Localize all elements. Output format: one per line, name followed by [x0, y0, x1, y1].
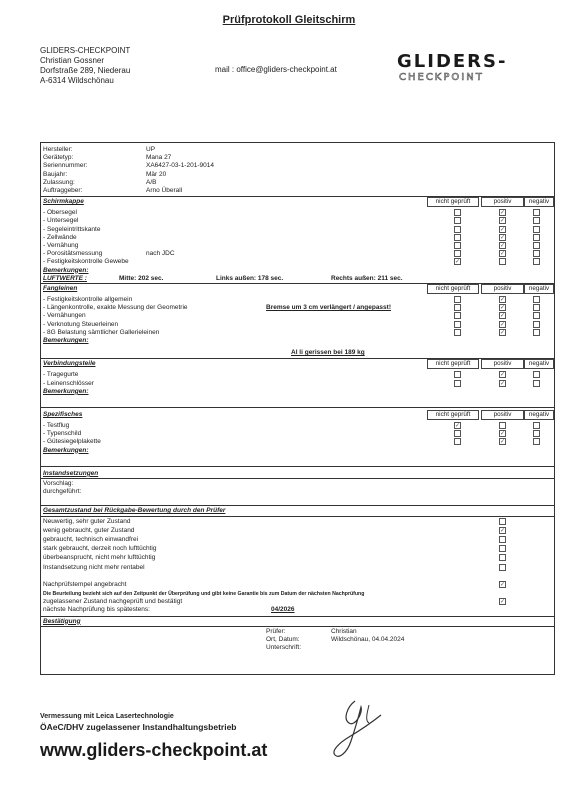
- column-header-negative: negativ: [524, 410, 554, 420]
- form-row: [41, 605, 554, 615]
- checkbox-negative: [533, 371, 540, 378]
- condition-checkbox: [499, 545, 506, 552]
- column-header-not-checked: nicht geprüft: [427, 359, 479, 369]
- company-address: [40, 46, 130, 86]
- condition-checkbox: [499, 554, 506, 561]
- item-label: - Vernähungen: [43, 312, 86, 320]
- contact-name: Christian Gossner: [40, 56, 105, 65]
- form-row: [41, 387, 554, 397]
- checkbox-positive: [499, 258, 506, 265]
- checkbox-not-checked: [454, 329, 461, 336]
- checkbox-negative: [533, 217, 540, 224]
- info-value: UP: [146, 146, 156, 153]
- item-label: - Festigkeitskontrolle allgemein: [43, 296, 133, 303]
- column-header-negative: negativ: [524, 359, 554, 369]
- checkbox-negative: [533, 209, 540, 216]
- checkbox-positive: ✓: [500, 439, 506, 446]
- item-label: - Testflug: [43, 422, 70, 429]
- approval-checkbox: ✓: [500, 599, 506, 606]
- item-label: - Porositätsmessung: [43, 250, 103, 258]
- condition-checkbox: [499, 536, 506, 543]
- checkbox-not-checked: ✓: [455, 259, 461, 266]
- column-header-positive: positiv: [481, 197, 524, 207]
- checkbox-negative: [533, 430, 540, 437]
- form-row: [41, 563, 554, 573]
- logo-text-bottom: CHECKPOINT: [399, 72, 484, 83]
- company-logo: [397, 52, 547, 84]
- footer-line-approved: ÖAeC/DHV zugelassener Instandhaltungsbetrieb: [40, 722, 237, 732]
- repair-proposal-label: Vorschlag:: [43, 480, 74, 487]
- item-label: - Obersegel: [43, 209, 77, 217]
- luftwerte-mitte: Mitte: 202 sec.: [119, 274, 164, 282]
- item-label: - 8G Belastung sämtlicher Gallerieleinen: [43, 328, 160, 336]
- info-label: Hersteller:: [43, 146, 73, 153]
- remarks-label: Bemerkungen:: [43, 337, 89, 344]
- checkbox-not-checked: [454, 209, 461, 216]
- item-label: - Zellwände: [43, 233, 77, 241]
- company-name: GLIDERS-CHECKPOINT: [40, 46, 131, 55]
- repair-done-label: durchgeführt:: [43, 488, 82, 496]
- checkbox-not-checked: [454, 321, 461, 328]
- inspection-form: [40, 142, 555, 675]
- checkbox-positive: ✓: [500, 226, 506, 233]
- checkbox-positive: ✓: [500, 243, 506, 249]
- checkbox-not-checked: [454, 242, 461, 249]
- confirm-pruefer-label: Prüfer:: [266, 627, 286, 635]
- disclaimer: Die Beurteilung bezieht sich auf den Zeitpunkt der Überprüfung und gibt keine Garantie bis zum Datum der nächsten Nachprüfung: [43, 591, 365, 597]
- form-row: [41, 446, 554, 456]
- document-title: Prüfprotokoll Gleitschirm: [222, 14, 356, 26]
- remarks-label: Bemerkungen:: [43, 387, 89, 395]
- condition-checkbox: [499, 518, 506, 525]
- checkbox-positive: ✓: [500, 251, 506, 258]
- footer-certification: [40, 712, 236, 732]
- item-label: - Typenschild: [43, 430, 82, 438]
- checkbox-positive: ✓: [500, 218, 506, 225]
- form-row: [41, 487, 554, 497]
- checkbox-not-checked: [454, 250, 461, 257]
- note-brake: Bremse um 3 cm verlängert / angepasst!: [266, 304, 391, 312]
- checkbox-negative: [533, 250, 540, 257]
- form-row: [41, 186, 554, 196]
- column-header-not-checked: nicht geprüft: [427, 197, 479, 207]
- item-label: - Untersegel: [43, 217, 79, 225]
- item-label: - Verknotung Steuerleinen: [43, 320, 119, 328]
- checkbox-positive: ✓: [500, 305, 506, 312]
- street: Dorfstraße 289, Niederau: [40, 66, 131, 75]
- checkbox-not-checked: [454, 312, 461, 319]
- item-extra: nach JDC: [146, 250, 175, 258]
- condition-label: Instandsetzung nicht mehr rentabel: [43, 563, 145, 571]
- checkbox-positive: [499, 422, 506, 429]
- info-label: Auftraggeber:: [43, 187, 83, 194]
- info-value: Arno Überall: [146, 187, 183, 194]
- checkbox-negative: [533, 258, 540, 265]
- form-row: [41, 643, 554, 653]
- confirm-pruefer-value: Christian: [331, 627, 357, 635]
- footer-line-laser: Vermessung mit Leica Lasertechnologie: [40, 713, 174, 720]
- condition-label: wenig gebraucht, guter Zustand: [43, 526, 135, 534]
- item-label: - Längenkontrolle, exakte Messung der Geometrie: [43, 304, 188, 312]
- checkbox-positive: ✓: [500, 380, 506, 387]
- inspection-stamp-checkbox: ✓: [500, 581, 506, 588]
- checkbox-positive: ✓: [500, 297, 506, 303]
- checkbox-not-checked: [454, 371, 461, 378]
- info-label: Seriennummer:: [43, 162, 88, 170]
- form-row: [41, 336, 554, 346]
- item-label: - Gütesiegelplakette: [43, 438, 101, 446]
- section-title-fangleinen: Fangleinen: [43, 285, 78, 292]
- info-label: Baujahr:: [43, 170, 68, 178]
- checkbox-negative: [533, 296, 540, 303]
- column-header-positive: positiv: [481, 410, 524, 420]
- next-inspection-label: nächste Nachprüfung bis spätestens:: [43, 606, 150, 614]
- luftwerte-rechts: Rechts außen: 211 sec.: [331, 274, 403, 282]
- footer-website: www.gliders-checkpoint.at: [40, 740, 268, 760]
- condition-checkbox: ✓: [500, 527, 506, 534]
- checkbox-negative: [533, 380, 540, 387]
- checkbox-negative: [533, 312, 540, 319]
- checkbox-positive: ✓: [500, 329, 506, 336]
- section-title-verbindungsteile: Verbindungsteile: [43, 360, 96, 368]
- checkbox-positive: ✓: [500, 313, 506, 320]
- confirm-unterschrift-label: Unterschrift:: [266, 644, 302, 652]
- form-row: [41, 348, 554, 358]
- checkbox-not-checked: ✓: [455, 423, 461, 429]
- condition-label: überbeansprucht, nicht mehr lufttüchtig: [43, 554, 156, 562]
- info-value: XA6427-03-1-201-9014: [146, 162, 214, 170]
- checkbox-negative: [533, 242, 540, 249]
- section-title-gesamtzustand: Gesamtzustand bei Rückgabe-Bewertung durch den Prüfer: [43, 507, 226, 515]
- signature-icon: [325, 693, 395, 763]
- condition-label: stark gebraucht, derzeit noch lufttüchtig: [43, 545, 157, 553]
- checkbox-not-checked: [454, 438, 461, 445]
- inspection-stamp-label: Nachprüfstempel angebracht: [43, 580, 127, 588]
- item-label: - Segeleintrittskante: [43, 225, 101, 233]
- info-value: Mär 20: [146, 170, 167, 178]
- divider: [41, 407, 554, 408]
- checkbox-not-checked: [454, 234, 461, 241]
- checkbox-positive: ✓: [500, 210, 506, 217]
- condition-label: Neuwertig, sehr guter Zustand: [43, 517, 131, 525]
- info-value: Mana 27: [146, 154, 172, 162]
- condition-label: gebraucht, technisch einwandfrei: [43, 536, 139, 543]
- checkbox-positive: ✓: [500, 431, 506, 438]
- checkbox-negative: [533, 321, 540, 328]
- column-header-not-checked: nicht geprüft: [427, 284, 479, 294]
- info-label: Gerätetyp:: [43, 154, 74, 162]
- column-header-positive: positiv: [481, 284, 524, 294]
- mail-address: mail : office@gliders-checkpoint.at: [215, 65, 337, 74]
- city: A-6314 Wildschönau: [40, 76, 114, 85]
- item-label: - Tragegurte: [43, 371, 79, 379]
- item-label: - Leinenschlösser: [43, 379, 94, 387]
- column-header-positive: positiv: [481, 359, 524, 369]
- confirm-ort-label: Ort, Datum:: [266, 636, 300, 643]
- checkbox-positive: ✓: [500, 372, 506, 379]
- checkbox-negative: [533, 422, 540, 429]
- confirm-ort-value: Wildschönau, 04.04.2024: [331, 636, 405, 643]
- section-title-instandsetzungen: Instandsetzungen: [43, 469, 99, 477]
- item-label: - Festigkeitskontrolle Gewebe: [43, 258, 129, 266]
- info-value: A/B: [146, 178, 157, 186]
- checkbox-not-checked: [454, 430, 461, 437]
- remarks-label: Bemerkungen:: [43, 446, 89, 454]
- checkbox-negative: [533, 234, 540, 241]
- checkbox-negative: [533, 226, 540, 233]
- checkbox-positive: ✓: [500, 321, 506, 328]
- section-title-spezifisches: Spezifisches: [43, 411, 83, 418]
- note-line-tear: Al li gerissen bei 189 kg: [291, 349, 365, 357]
- checkbox-not-checked: [454, 296, 461, 303]
- logo-text-top: GLIDERS-: [397, 51, 508, 72]
- condition-checkbox: [499, 564, 506, 571]
- next-inspection-date: 04/2026: [271, 606, 295, 614]
- item-label: - Vernähung: [43, 242, 79, 249]
- column-header-negative: negativ: [524, 284, 554, 294]
- checkbox-negative: [533, 438, 540, 445]
- approval-confirmed-label: zugelassener Zustand nachgeprüft und bestätigt: [43, 598, 183, 606]
- section-title-schirmkappe: Schirmkappe: [43, 198, 84, 206]
- remarks-label: Bemerkungen:: [43, 266, 89, 274]
- checkbox-not-checked: [454, 217, 461, 224]
- luftwerte-label: LUFTWERTE :: [43, 274, 87, 282]
- section-title-bestaetigung: Bestätigung: [43, 617, 81, 625]
- luftwerte-links: Links außen: 178 sec.: [216, 274, 284, 282]
- checkbox-not-checked: [454, 226, 461, 233]
- form-row: [41, 303, 554, 313]
- checkbox-positive: ✓: [500, 234, 506, 241]
- column-header-not-checked: nicht geprüft: [427, 410, 479, 420]
- info-label: Zulassung:: [43, 178, 75, 186]
- checkbox-not-checked: [454, 380, 461, 387]
- column-header-negative: negativ: [524, 197, 554, 207]
- divider: [41, 466, 554, 467]
- checkbox-negative: [533, 329, 540, 336]
